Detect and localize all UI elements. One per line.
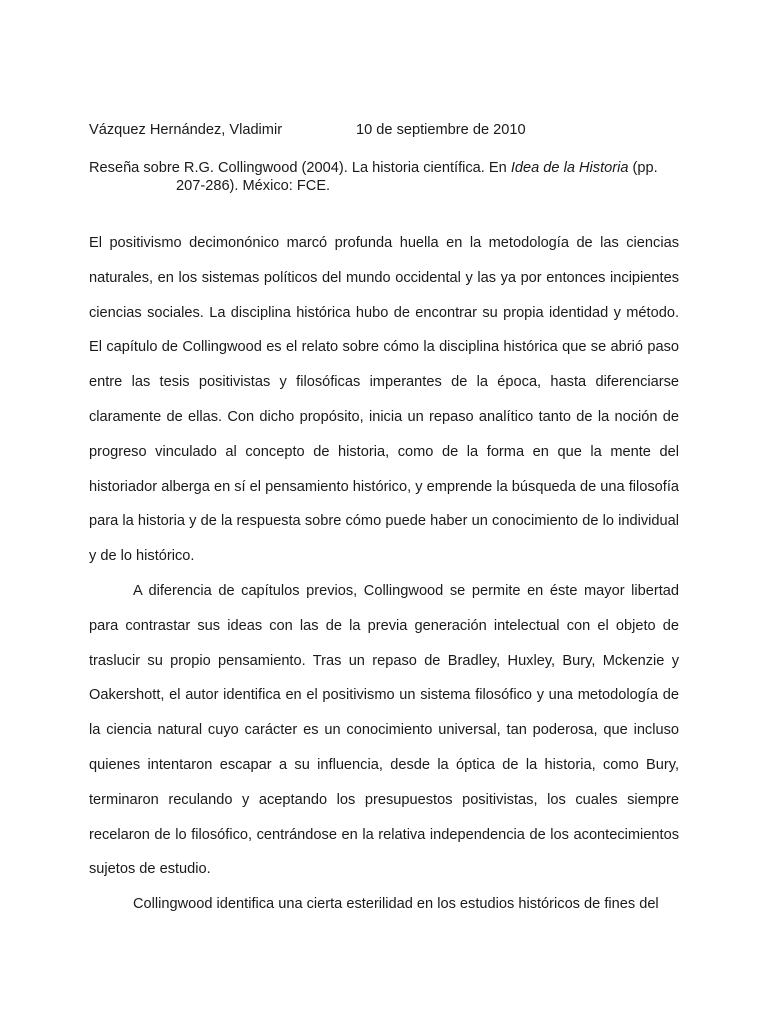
author-name: Vázquez Hernández, Vladimir	[89, 122, 283, 138]
citation-book-title: Idea de la Historia	[510, 160, 629, 176]
paragraph-1: El positivismo decimonónico marcó profunda huella en la metodología de las ciencias naturales, en los sistemas políticos del mundo occidental y las ya por entonces incipientes ciencias sociales. La disciplina histórica hubo de encontrar su propia identidad y método. El capítulo de Collingwood es el relato sobre cómo la disciplina histórica que se abrió paso entre las tesis positivistas y filosóficas imperantes de la época, hasta diferenciarse claramente de ellas. Con dicho propósito, inicia un repaso analítico tanto de la noción de progreso vinculado al concepto de historia, como de la forma en que la mente del historiador alberga en sí el pensamiento histórico, y emprende la búsqueda de una filosofía para la historia y de la respuesta sobre cómo puede haber un conocimiento de lo individual y de lo histórico.	[89, 235, 679, 565]
document-header	[89, 122, 526, 138]
citation	[89, 159, 679, 195]
citation-line-1	[89, 159, 679, 177]
paragraph-2: A diferencia de capítulos previos, Collingwood se permite en éste mayor libertad para contrastar sus ideas con las de la previa generación intelectual con el objeto de traslucir su propio pensamiento. Tras un repaso de Bradley, Huxley, Bury, Mckenzie y Oakershott, el autor identifica en el positivismo un sistema filosófico y una metodología de la ciencia natural cuyo carácter es un conocimiento universal, tan poderosa, que incluso quienes intentaron escapar a su influencia, desde la óptica de la historia, como Bury, terminaron reculando y aceptando los presupuestos positivistas, los cuales siempre recelaron de lo filosófico, centrándose en la relativa independencia de los acontecimientos sujetos de estudio.	[89, 582, 679, 878]
paragraph-3: Collingwood identifica una cierta esterilidad en los estudios históricos de fines del	[133, 896, 659, 913]
document-date: 10 de septiembre de 2010	[356, 122, 526, 138]
citation-line-2: 207-286). México: FCE.	[176, 178, 331, 194]
citation-pages-prefix: (pp.	[628, 160, 658, 176]
citation-text: Reseña sobre R.G. Collingwood (2004). La historia científica. En	[89, 160, 511, 176]
document-body	[89, 226, 679, 922]
